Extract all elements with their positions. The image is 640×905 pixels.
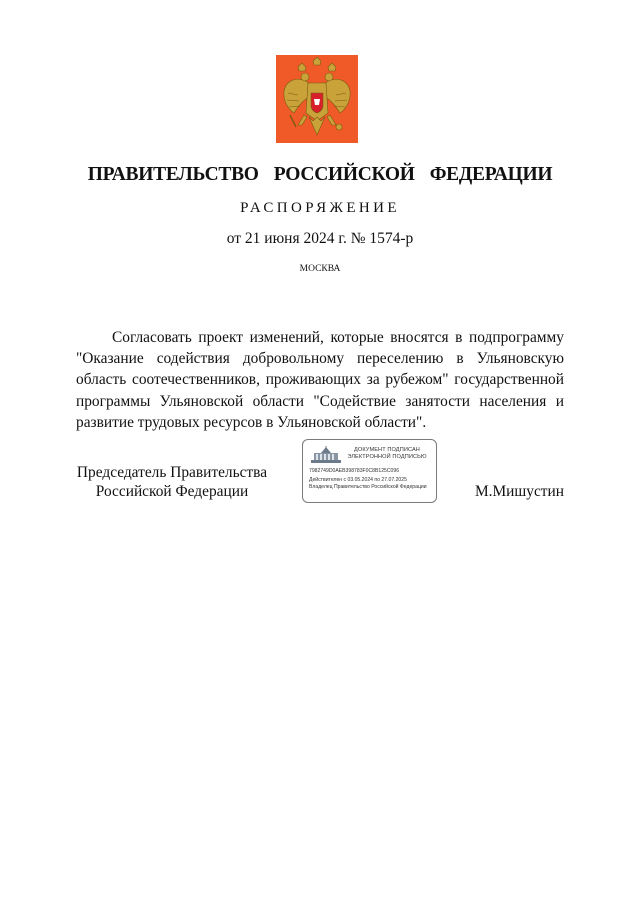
signer-name: М.Мишустин [474,483,564,500]
certificate-validity: Действителен с 03.05.2024 по 27.07.2025 [309,477,407,483]
certificate-owner: Владелец Правительство Российской Федерации [309,484,427,490]
government-title: ПРАВИТЕЛЬСТВО РОССИЙСКОЙ ФЕДЕРАЦИИ [87,164,553,185]
signer-position [76,463,268,501]
document-type: РАСПОРЯЖЕНИЕ [240,200,400,216]
signature-heading [339,447,435,461]
city-name: МОСКВА [299,264,341,274]
signature-heading-line-2: ЭЛЕКТРОННОЙ ПОДПИСЬЮ [347,454,427,460]
certificate-serial: 7982749D0AEB398783F0C8B125C096 [309,468,400,474]
government-building-icon [311,446,341,464]
electronic-signature-stamp [302,439,437,503]
signature-heading-line-1: ДОКУМЕНТ ПОДПИСАН [354,447,420,453]
signer-position-line-1: Председатель Правительства [76,464,268,481]
order-text: Согласовать проект изменений, которые вносятся в подпрограмму "Оказание содействия добровольному переселению в Ульяновскую область соотечественников, проживающих за рубежом" государственной программы Ульяновской области "Содействие занятости населения и развитие трудовых ресурсов в Ульяновской области". [76,329,564,431]
coat-of-arms-icon [276,55,358,143]
signer-position-line-2: Российской Федерации [95,483,249,500]
document-date-number: от 21 июня 2024 г. № 1574-р [226,230,414,247]
